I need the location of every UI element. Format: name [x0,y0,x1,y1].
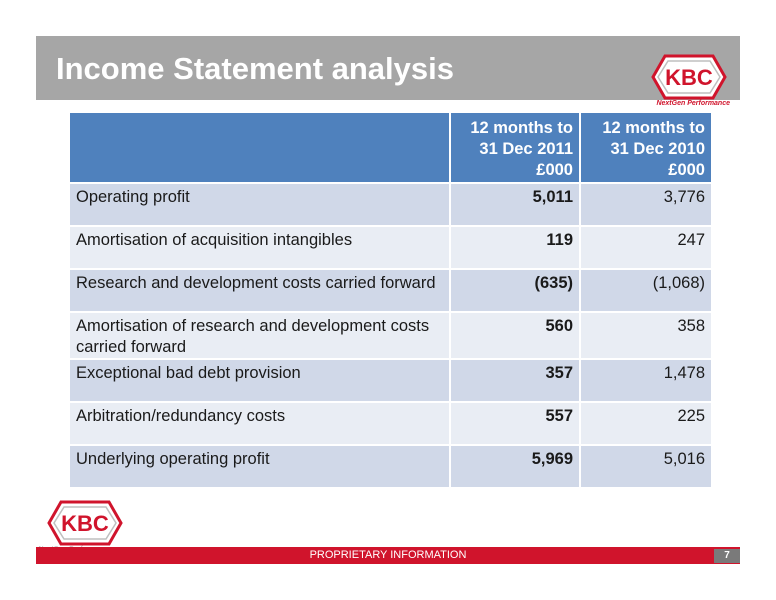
table-row [70,269,712,312]
value-2011: 119 [450,226,580,269]
row-label: Underlying operating profit [70,445,450,488]
value-2010: 358 [580,312,712,359]
table-row [70,226,712,269]
page-title: Income Statement analysis [56,51,454,86]
header-line: £000 [668,161,705,179]
value-2011: 5,969 [450,445,580,488]
header-line: 31 Dec 2011 [479,140,573,158]
row-label: Research and development costs carried forward [70,269,450,312]
logo-text: KBC [665,65,713,90]
value-2011: 557 [450,402,580,445]
table-row [70,312,712,359]
value-2011: 5,011 [450,183,580,226]
value-2011: 357 [450,359,580,402]
header-line: £000 [536,161,573,179]
value-2010: 1,478 [580,359,712,402]
row-label: Arbitration/redundancy costs [70,402,450,445]
value-2010: 3,776 [580,183,712,226]
table-row [70,359,712,402]
logo-tagline: NextGen Performance [656,100,730,107]
value-2010: 5,016 [580,445,712,488]
table-row [70,183,712,226]
logo-text: KBC [61,511,109,536]
footer-bar [36,547,740,564]
row-label: Exceptional bad debt provision [70,359,450,402]
value-2011: 560 [450,312,580,359]
income-table [70,113,713,489]
header-line: 31 Dec 2010 [610,140,705,158]
header-cell-label [70,113,450,183]
value-2010: 225 [580,402,712,445]
table-row [70,445,712,488]
proprietary-label: PROPRIETARY INFORMATION [309,549,467,561]
value-2010: 247 [580,226,712,269]
table-header-row [70,113,712,183]
kbc-logo-footer [47,500,123,546]
row-label: Operating profit [70,183,450,226]
kbc-logo [651,54,727,100]
header-cell-2010 [580,113,712,183]
value-2011: (635) [450,269,580,312]
table-row [70,402,712,445]
page-number: 7 [714,549,740,563]
header-cell-2011 [450,113,580,183]
value-2010: (1,068) [580,269,712,312]
row-label: Amortisation of research and development costs carried forward [70,312,450,359]
header-line: 12 months to [602,119,705,137]
header-line: 12 months to [470,119,573,137]
row-label: Amortisation of acquisition intangibles [70,226,450,269]
